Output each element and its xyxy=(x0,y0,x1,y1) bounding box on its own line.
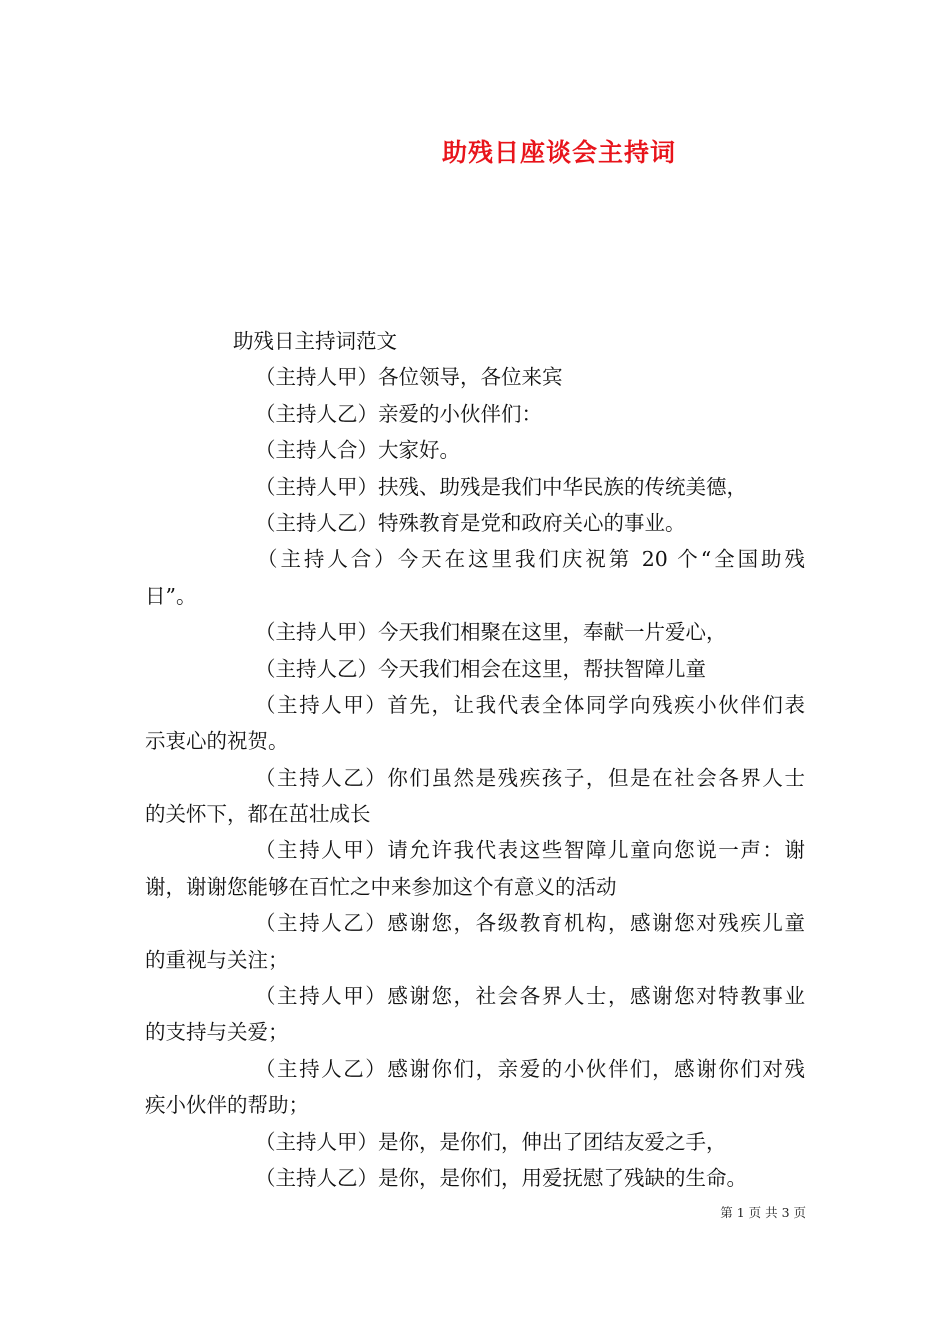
document-body xyxy=(145,323,805,1196)
paragraph-line: （主持人合）今天在这里我们庆祝第 20 个“全国助残 xyxy=(257,547,805,572)
paragraph-line: （主持人甲）今天我们相聚在这里，奉献一片爱心， xyxy=(255,620,727,645)
paragraph-line: （主持人乙）今天我们相会在这里，帮扶智障儿童 xyxy=(255,656,706,681)
paragraph-line: （主持人甲）请允许我代表这些智障儿童向您说一声：谢 xyxy=(255,838,805,863)
paragraph-line: 日”。 xyxy=(145,583,197,608)
paragraph-line: 示衷心的祝贺。 xyxy=(145,729,289,754)
subtitle-line: 助残日主持词范文 xyxy=(233,329,397,353)
paragraph-line: （主持人乙）你们虽然是残疾孩子，但是在社会各界人士 xyxy=(255,765,805,790)
paragraph-line: （主持人甲）各位领导，各位来宾 xyxy=(255,365,563,390)
paragraph-line: （主持人合）大家好。 xyxy=(255,438,460,463)
paragraph-line: （主持人乙）感谢您，各级教育机构，感谢您对残疾儿童 xyxy=(255,911,805,936)
paragraph-line: 的关怀下，都在茁壮成长 xyxy=(145,802,371,827)
paragraph-line: （主持人甲）扶残、助残是我们中华民族的传统美德， xyxy=(255,474,747,499)
paragraph-line: 疾小伙伴的帮助； xyxy=(145,1093,309,1118)
paragraph-line: （主持人乙）是你，是你们，用爱抚慰了残缺的生命。 xyxy=(255,1165,747,1190)
paragraph-line: （主持人甲）首先，让我代表全体同学向残疾小伙伴们表 xyxy=(255,692,805,717)
paragraph-line: 谢，谢谢您能够在百忙之中来参加这个有意义的活动 xyxy=(145,874,617,899)
paragraph-line: （主持人乙）亲爱的小伙伴们： xyxy=(255,401,542,426)
page-number: 第 1 页 共 3 页 xyxy=(720,1205,806,1220)
paragraph-line: （主持人乙）感谢你们，亲爱的小伙伴们，感谢你们对残 xyxy=(255,1056,805,1081)
document-title: 助残日座谈会主持词 xyxy=(441,138,676,167)
paragraph-line: （主持人甲）感谢您，社会各界人士，感谢您对特教事业 xyxy=(255,984,805,1009)
paragraph-line: 的支持与关爱； xyxy=(145,1020,289,1045)
paragraph-line: （主持人甲）是你，是你们，伸出了团结友爱之手， xyxy=(255,1129,727,1154)
paragraph-line: 的重视与关注； xyxy=(145,947,289,972)
paragraph-line: （主持人乙）特殊教育是党和政府关心的事业。 xyxy=(255,510,686,535)
